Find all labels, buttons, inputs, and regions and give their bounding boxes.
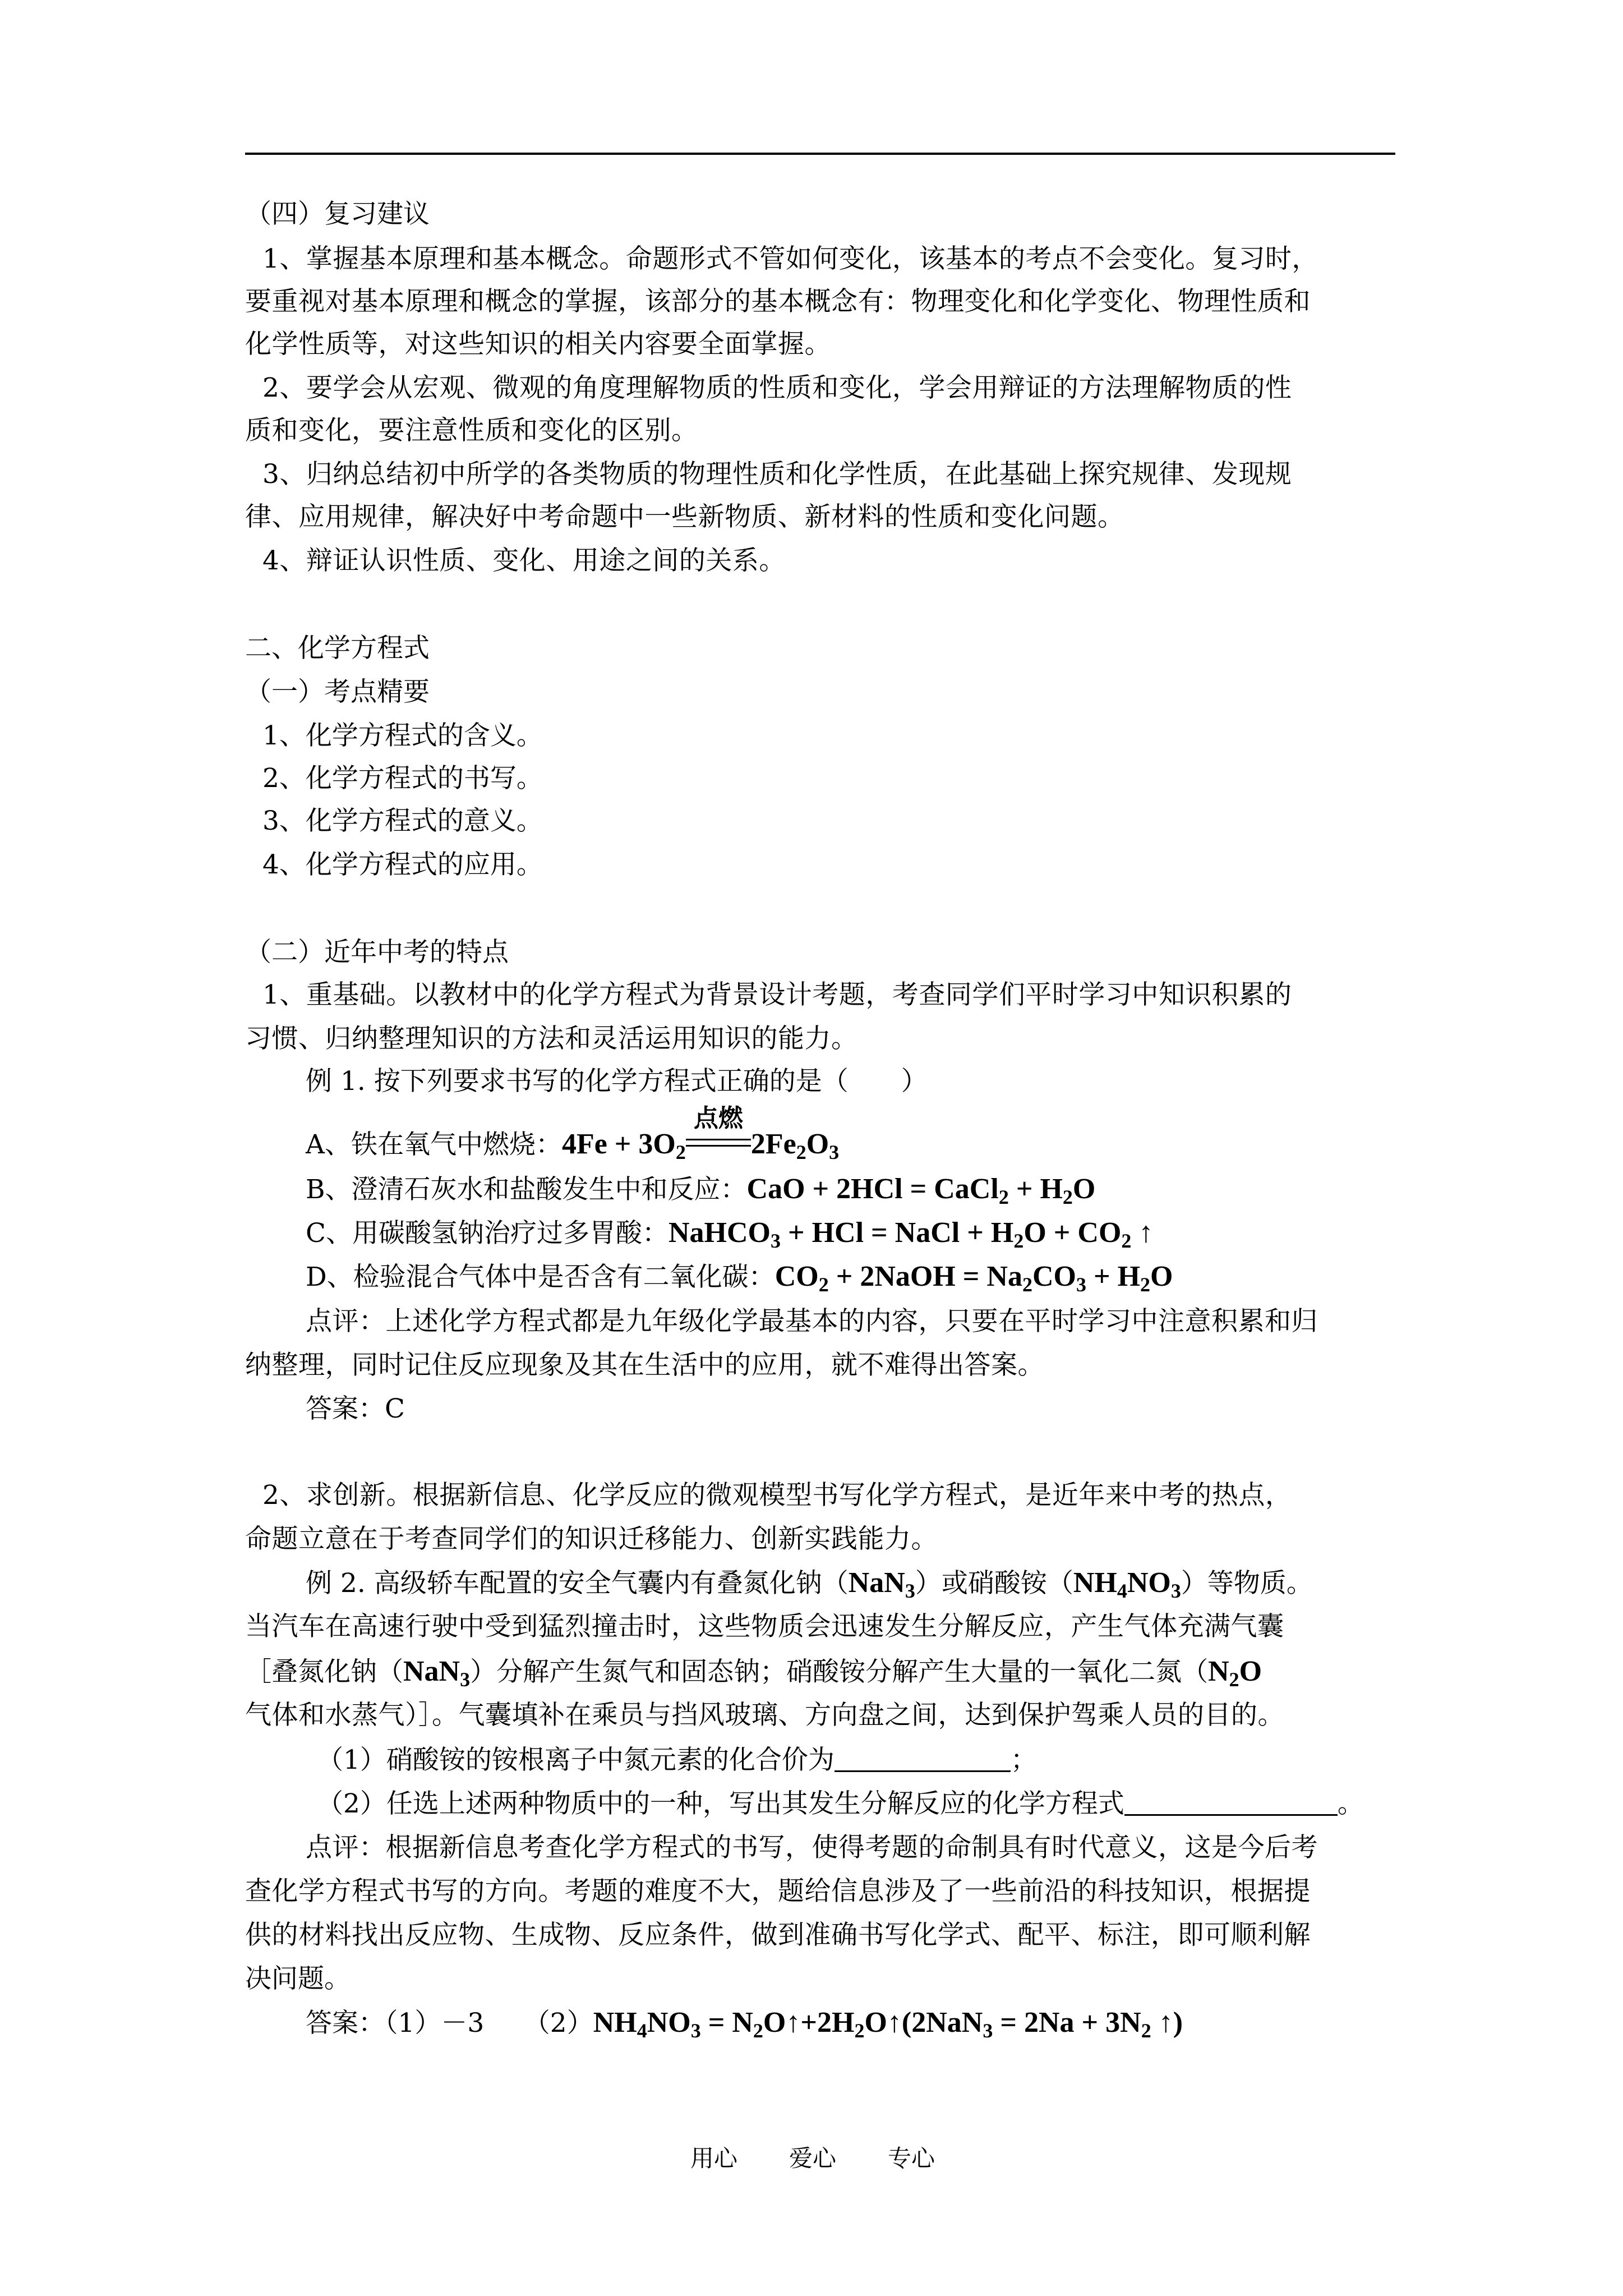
paragraph-line: 4、辩证认识性质、变化、用途之间的关系。 [262,545,786,576]
formula-nh4no3: $NH_4NO_3$ [1073,1567,1181,1602]
question-1-end: ； [1010,1745,1037,1775]
example1-comment: 点评：上述化学方程式都是九年级化学最基本的内容，只要在平时学习中注意积累和归 [306,1306,1318,1337]
example2-answer [306,2006,1183,2040]
option-a-equation: $4Fe + 3O_2$ 点燃 $2Fe_2O_3$ [562,1128,839,1160]
example2-comment: 查化学方程式书写的方向。考题的难度不大，题给信息涉及了一些前沿的科技知识，根据提 [245,1876,1311,1907]
example2-text: ）或硝酸铵（ [915,1568,1073,1599]
list-item: 2、化学方程式的书写。 [262,763,543,794]
paragraph-line: 质和变化，要注意性质和变化的区别。 [245,415,698,446]
paragraph-line: 化学性质等，对这些知识的相关内容要全面掌握。 [245,329,831,360]
example2-line: 当汽车在高速行驶中受到猛烈撞击时，这些物质会迅速发生分解反应，产生气体充满气囊 [245,1611,1284,1642]
example1-stem: 例 1. 按下列要求书写的化学方程式正确的是（ ） [306,1066,928,1097]
paragraph-line: 命题立意在于考查同学们的知识迁移能力、创新实践能力。 [245,1524,938,1554]
option-b [306,1172,1095,1207]
example2-text: ）等物质。 [1181,1568,1313,1599]
answer-equation: $NH_4NO_3$ = $N_2O↑+2H_2O↑(2NaN_3 = 2Na + 3N_2$ ↑) [593,2007,1183,2042]
paragraph-line: 习惯、归纳整理知识的方法和灵活运用知识的能力。 [245,1023,858,1054]
paragraph-line: 1、重基础。以教材中的化学方程式为背景设计考题，考查同学们平时学习中知识积累的 [262,979,1292,1010]
paragraph-line: 2、求创新。根据新信息、化学反应的微观模型书写化学方程式，是近年来中考的热点， [262,1480,1292,1511]
option-c-label: C、用碳酸氢钠治疗过多胃酸： [306,1218,668,1249]
example1-comment: 纳整理，同时记住反应现象及其在生活中的应用，就不难得出答案。 [245,1350,1044,1381]
paragraph-line: 3、归纳总结初中所学的各类物质的物理性质和化学性质，在此基础上探究规律、发现规 [262,459,1292,490]
subheading-features: （二）近年中考的特点 [245,937,509,968]
answer-blank [834,1748,1011,1772]
option-d-label: D、检验混合气体中是否含有二氧化碳： [306,1262,775,1292]
example2-comment: 决问题。 [245,1963,351,1994]
example2-comment: 点评：根据新信息考查化学方程式的书写，使得考题的命制具有时代意义，这是今后考 [306,1832,1318,1863]
footer-text: 专心 [888,2145,935,2172]
option-a [306,1104,840,1163]
option-a-label: A、铁在氧气中燃烧： [306,1129,562,1160]
formula-nan3: NaN$_3$ [403,1655,471,1691]
example2-line [245,1655,1262,1689]
paragraph-line: 要重视对基本原理和概念的掌握，该部分的基本概念有：物理变化和化学变化、物理性质和 [245,286,1311,317]
example2-answer-label: 答案：（1）－3 （2） [306,2008,593,2039]
question-1 [317,1743,1037,1777]
section-heading-equations: 二、化学方程式 [245,633,430,664]
header-rule [245,153,1395,155]
question-2-end: 。 [1337,1788,1364,1819]
option-c [306,1216,1153,1250]
reaction-condition: 点燃 [693,1104,743,1133]
option-d-equation: $CO_2$ + 2NaOH = $Na_2CO_3 + H_2O$ [774,1260,1173,1296]
question-2-text: （2）任选上述两种物质中的一种，写出其发生分解反应的化学方程式 [317,1788,1124,1819]
example2-text: ［叠氮化钠（ [245,1657,403,1687]
paragraph-line: 2、要学会从宏观、微观的角度理解物质的性质和变化，学会用辩证的方法理解物质的性 [262,372,1292,403]
option-d [306,1260,1173,1294]
answer-blank [1124,1792,1338,1816]
list-item: 3、化学方程式的意义。 [262,806,543,836]
question-1-text: （1）硝酸铵的铵根离子中氮元素的化合价为 [317,1745,834,1775]
example1-answer: 答案：C [306,1393,405,1424]
example2-comment: 供的材料找出反应物、生成物、反应条件，做到准确书写化学式、配平、标注，即可顺利解 [245,1920,1311,1950]
option-b-equation: CaO + 2HCl = CaCl$_2$ + $H_2O$ [746,1173,1096,1208]
paragraph-line: 律、应用规律，解决好中考命题中一些新物质、新材料的性质和变化问题。 [245,501,1124,532]
example2-line: 气体和水蒸气）］。气囊填补在乘员与挡风玻璃、方向盘之间，达到保护驾乘人员的目的。 [245,1700,1284,1731]
footer-text: 爱心 [789,2145,837,2172]
list-item: 4、化学方程式的应用。 [262,849,543,880]
option-b-label: B、澄清石灰水和盐酸发生中和反应： [306,1174,747,1205]
page-footer [690,2140,986,2174]
formula-nan3: NaN$_3$ [848,1567,915,1602]
section-heading-review: （四）复习建议 [245,199,430,229]
paragraph-line: 1、掌握基本原理和基本概念。命题形式不管如何变化，该基本的考点不会变化。复习时， [262,243,1318,274]
subheading-key-points: （一）考点精要 [245,677,430,707]
footer-text: 用心 [690,2145,738,2172]
example2-text: ）分解产生氮气和固态钠；硝酸铵分解产生大量的一氧化二氮（ [470,1657,1209,1687]
example2-text: 例 2. 高级轿车配置的安全气囊内有叠氮化钠（ [306,1568,849,1599]
option-c-equation: NaHCO$_3$ + HCl = NaCl + $H_2O + CO_2$ ↑ [668,1217,1154,1252]
formula-n2o: $N_2O$ [1208,1655,1262,1691]
list-item: 1、化学方程式的含义。 [262,720,543,751]
question-2 [317,1787,1364,1821]
example2-line [306,1566,1313,1600]
